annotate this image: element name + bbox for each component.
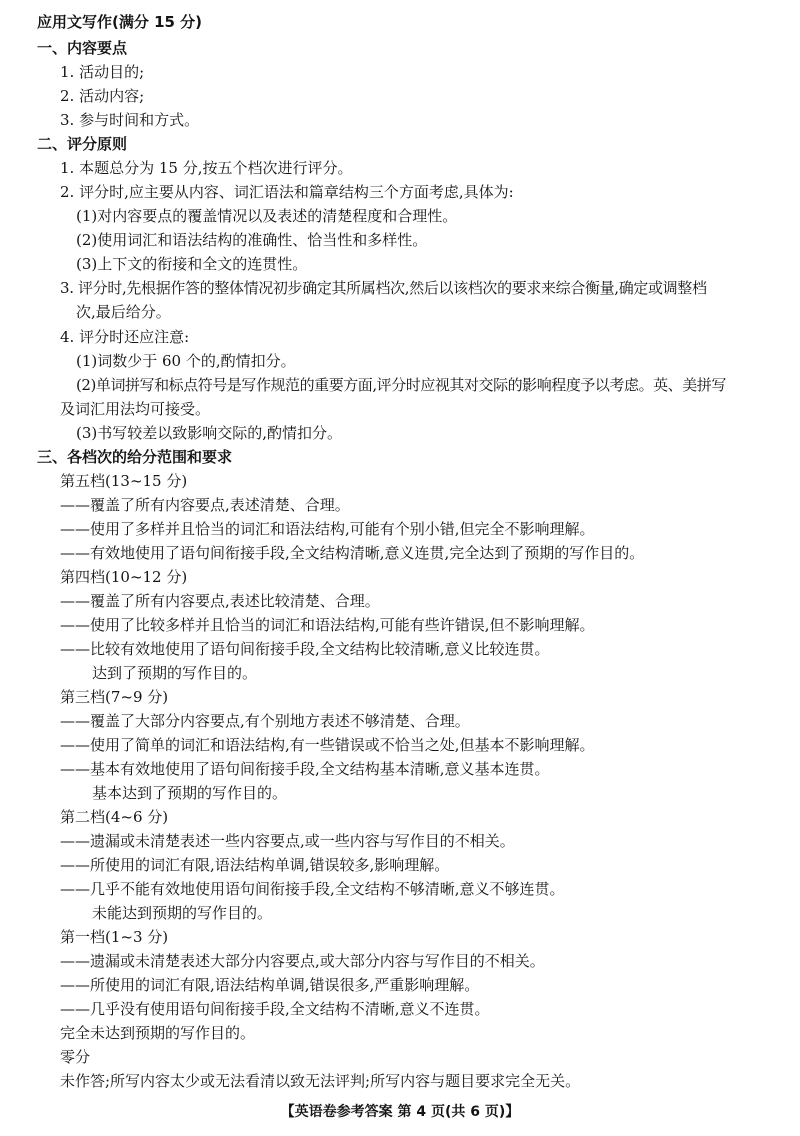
grade-label: 第五档(13~15 分) [60,472,188,490]
grade-criterion: ——所使用的词汇有限,语法结构单调,错误较多,影响理解。 [60,856,450,874]
page-title: 应用文写作(满分 15 分) [37,13,203,31]
principle-subitem: (3)书写较差以致影响交际的,酌情扣分。 [76,424,343,442]
principle-item-continuation: 次,最后给分。 [76,303,171,321]
grade-criterion: ——比较有效地使用了语句间衔接手段,全文结构比较清晰,意义比较连贯。 [60,640,550,658]
principle-subitem: (1)词数少于 60 个的,酌情扣分。 [76,352,296,370]
grade-criterion: ——几乎没有使用语句间衔接手段,全文结构不清晰,意义不连贯。 [60,1000,490,1018]
section-heading-grade-levels: 三、各档次的给分范围和要求 [37,448,233,466]
grade-criterion: ——基本有效地使用了语句间衔接手段,全文结构基本清晰,意义基本连贯。 [60,760,550,778]
principle-subitem: (3)上下文的衔接和全文的连贯性。 [76,255,308,273]
principle-item: 3. 评分时,先根据作答的整体情况初步确定其所属档次,然后以该档次的要求来综合衡量,确定或调整档 [60,279,707,297]
page-footer: 【英语卷参考答案 第 4 页(共 6 页)】 [280,1104,520,1120]
grade-label: 第三档(7~9 分) [60,688,169,706]
section-heading-scoring-principles: 二、评分原则 [37,135,128,153]
grade-criterion: ——覆盖了所有内容要点,表述比较清楚、合理。 [60,592,380,610]
principle-subitem: (2)使用词汇和语法结构的准确性、恰当性和多样性。 [76,231,428,249]
content-point-item: 2. 活动内容; [60,87,145,105]
principle-subitem: (2)单词拼写和标点符号是写作规范的重要方面,评分时应视其对交际的影响程度予以考虑。英、美拼写 [76,376,726,394]
principle-item: 2. 评分时,应主要从内容、词汇语法和篇章结构三个方面考虑,具体为: [60,183,514,201]
grade-criterion: ——所使用的词汇有限,语法结构单调,错误很多,严重影响理解。 [60,976,480,994]
principle-subitem: (1)对内容要点的覆盖情况以及表述的清楚程度和合理性。 [76,207,458,225]
grade-label: 第四档(10~12 分) [60,568,188,586]
principle-item: 1. 本题总分为 15 分,按五个档次进行评分。 [60,159,353,177]
grade-criterion: ——遗漏或未清楚表述大部分内容要点,或大部分内容与写作目的不相关。 [60,952,545,970]
grade-criterion: ——使用了多样并且恰当的词汇和语法结构,可能有个别小错,但完全不影响理解。 [60,520,595,538]
grade-criterion: ——覆盖了所有内容要点,表述清楚、合理。 [60,496,350,514]
principle-subitem-continuation: 及词汇用法均可接受。 [60,400,211,418]
grade-criterion: ——几乎不能有效地使用语句间衔接手段,全文结构不够清晰,意义不够连贯。 [60,880,565,898]
grade-label: 第二档(4~6 分) [60,808,169,826]
grade-criterion: 未作答;所写内容太少或无法看清以致无法评判;所写内容与题目要求完全无关。 [60,1072,581,1090]
grade-criterion-continuation: 达到了预期的写作目的。 [92,664,258,682]
grade-criterion: ——有效地使用了语句间衔接手段,全文结构清晰,意义连贯,完全达到了预期的写作目的。 [60,544,645,562]
grade-criterion: ——遗漏或未清楚表述一些内容要点,或一些内容与写作目的不相关。 [60,832,515,850]
grade-label: 零分 [60,1048,91,1066]
grade-criterion-continuation: 未能达到预期的写作目的。 [92,904,273,922]
grade-criterion: ——使用了简单的词汇和语法结构,有一些错误或不恰当之处,但基本不影响理解。 [60,736,595,754]
grade-criterion: ——覆盖了大部分内容要点,有个别地方表述不够清楚、合理。 [60,712,470,730]
principle-item: 4. 评分时还应注意: [60,328,190,346]
grade-label: 第一档(1~3 分) [60,928,169,946]
grade-criterion-continuation: 完全未达到预期的写作目的。 [60,1024,256,1042]
section-heading-content-points: 一、内容要点 [37,39,128,57]
grade-criterion: ——使用了比较多样并且恰当的词汇和语法结构,可能有些许错误,但不影响理解。 [60,616,595,634]
grade-criterion-continuation: 基本达到了预期的写作目的。 [92,784,288,802]
content-point-item: 3. 参与时间和方式。 [60,111,200,129]
content-point-item: 1. 活动目的; [60,63,145,81]
